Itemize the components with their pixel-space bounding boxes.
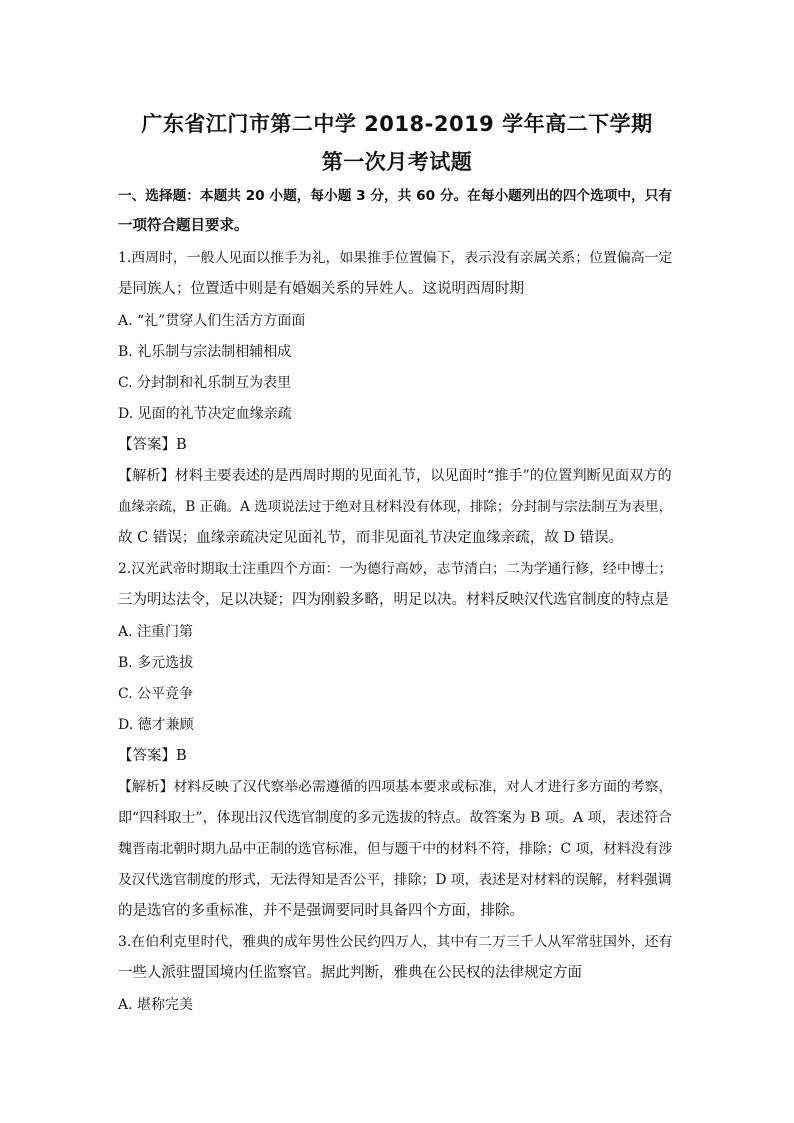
q2-analysis-line2: 即“四科取士”，体现出汉代选官制度的多元选拔的特点。故答案为 B 项。A 项，表述符合 <box>118 810 672 826</box>
document-title-line1: 广东省江门市第二中学 2018-2019 学年高二下学期 <box>141 112 653 136</box>
q1-option-d: D. 见面的礼节决定血缘亲疏 <box>118 406 292 422</box>
q1-option-c: C. 分封制和礼乐制互为表里 <box>118 375 292 391</box>
q2-stem-line1: 2.汉光武帝时期取士注重四个方面：一为德行高妙，志节清白；二为学通行修，经中博士； <box>118 561 673 577</box>
q1-analysis-line2: 血缘亲疏，B 正确。A 选项说法过于绝对且材料没有体现，排除；分封制与宗法制互为表里， <box>118 499 673 515</box>
q2-option-a: A. 注重门第 <box>118 624 194 640</box>
q2-stem-line2: 三为明达法令，足以决疑；四为刚毅多略，明足以决。材料反映汉代选官制度的特点是 <box>118 592 669 608</box>
q2-answer: 【答案】B <box>118 748 187 764</box>
section-heading-line1: 一、选择题：本题共 20 小题，每小题 3 分，共 60 分。在每小题列出的四个选项中，只有 <box>118 188 673 204</box>
q1-stem-line1: 1.西周时，一般人见面以推手为礼，如果推手位置偏下，表示没有亲属关系；位置偏高一定 <box>118 250 673 266</box>
q1-analysis-line1: 【解析】材料主要表述的是西周时期的见面礼节，以见面时“推手”的位置判断见面双方的 <box>118 468 672 484</box>
q2-analysis-line3: 魏晋南北朝时期九品中正制的选官标准，但与题干中的材料不符，排除；C 项，材料没有涉 <box>118 841 673 857</box>
q2-analysis-line4: 及汉代选官制度的形式，无法得知是否公平，排除；D 项，表述是对材料的误解，材料强调 <box>118 872 672 888</box>
q2-option-c: C. 公平竞争 <box>118 686 194 702</box>
q1-stem-line2: 是同族人；位置适中则是有婚姻关系的异姓人。这说明西周时期 <box>118 281 524 297</box>
q1-option-b: B. 礼乐制与宗法制相辅相成 <box>118 344 292 360</box>
q2-analysis-line1: 【解析】材料反映了汉代察举必需遵循的四项基本要求或标准，对人才进行多方面的考察， <box>118 779 673 795</box>
q1-answer: 【答案】B <box>118 437 187 453</box>
q2-analysis-line5: 的是选官的多重标准，并不是强调要同时具备四个方面，排除。 <box>118 903 524 919</box>
section-heading-line2: 一项符合题目要求。 <box>118 218 249 234</box>
q3-stem-line2: 一些人派驻盟国境内任监察官。据此判断，雅典在公民权的法律规定方面 <box>118 965 582 981</box>
q2-option-b: B. 多元选拔 <box>118 655 194 671</box>
q3-option-a: A. 堪称完美 <box>118 997 194 1013</box>
q1-analysis-line3: 故 C 错误；血缘亲疏决定见面礼节，而非见面礼节决定血缘亲疏，故 D 错误。 <box>118 530 624 546</box>
q2-option-d: D. 德才兼顾 <box>118 717 194 733</box>
q1-option-a: A. “礼”贯穿人们生活方方面面 <box>118 313 306 329</box>
document-title-line2: 第一次月考试题 <box>321 150 473 174</box>
q3-stem-line1: 3.在伯利克里时代，雅典的成年男性公民约四万人，其中有二万三千人从军常驻国外，还有 <box>118 934 673 950</box>
